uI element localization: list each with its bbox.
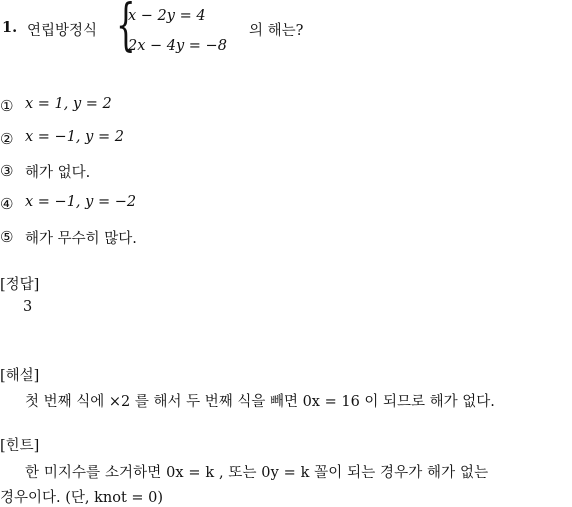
question-number: 1. <box>2 19 18 36</box>
choice-1-text: x = 1, y = 2 <box>25 96 112 112</box>
question-suffix: 의 해는? <box>249 23 304 39</box>
choice-1-marker: ① <box>0 97 14 115</box>
equation-2: 2x − 4y = −8 <box>128 38 227 54</box>
system-brace: { <box>116 0 136 58</box>
choice-2-text: x = −1, y = 2 <box>25 129 124 145</box>
choice-4-text: x = −1, y = −2 <box>25 194 137 210</box>
hint-label: [힌트] <box>0 438 40 454</box>
explanation-text: 첫 번째 식에 ×2 를 해서 두 번째 식을 빼면 0x = 16 이 되므로 해가 없다. <box>25 394 495 410</box>
choice-3-text: 해가 없다. <box>25 165 91 181</box>
equation-1: x − 2y = 4 <box>128 8 206 24</box>
answer-label: [정답] <box>0 277 40 293</box>
choice-4-marker: ④ <box>0 195 14 213</box>
answer-value: 3 <box>23 299 33 315</box>
choice-3-marker: ③ <box>0 162 14 180</box>
choice-2-marker: ② <box>0 130 14 148</box>
hint-line-2: 경우이다. (단, knot = 0) <box>0 490 164 506</box>
explanation-label: [해설] <box>0 368 40 384</box>
choice-5-marker: ⑤ <box>0 228 14 246</box>
choice-5-text: 해가 무수히 많다. <box>25 231 137 247</box>
hint-line-1: 한 미지수를 소거하면 0x = k , 또는 0y = k 꼴이 되는 경우가 해가 없는 <box>25 465 489 481</box>
question-prefix: 연립방정식 <box>27 23 98 39</box>
